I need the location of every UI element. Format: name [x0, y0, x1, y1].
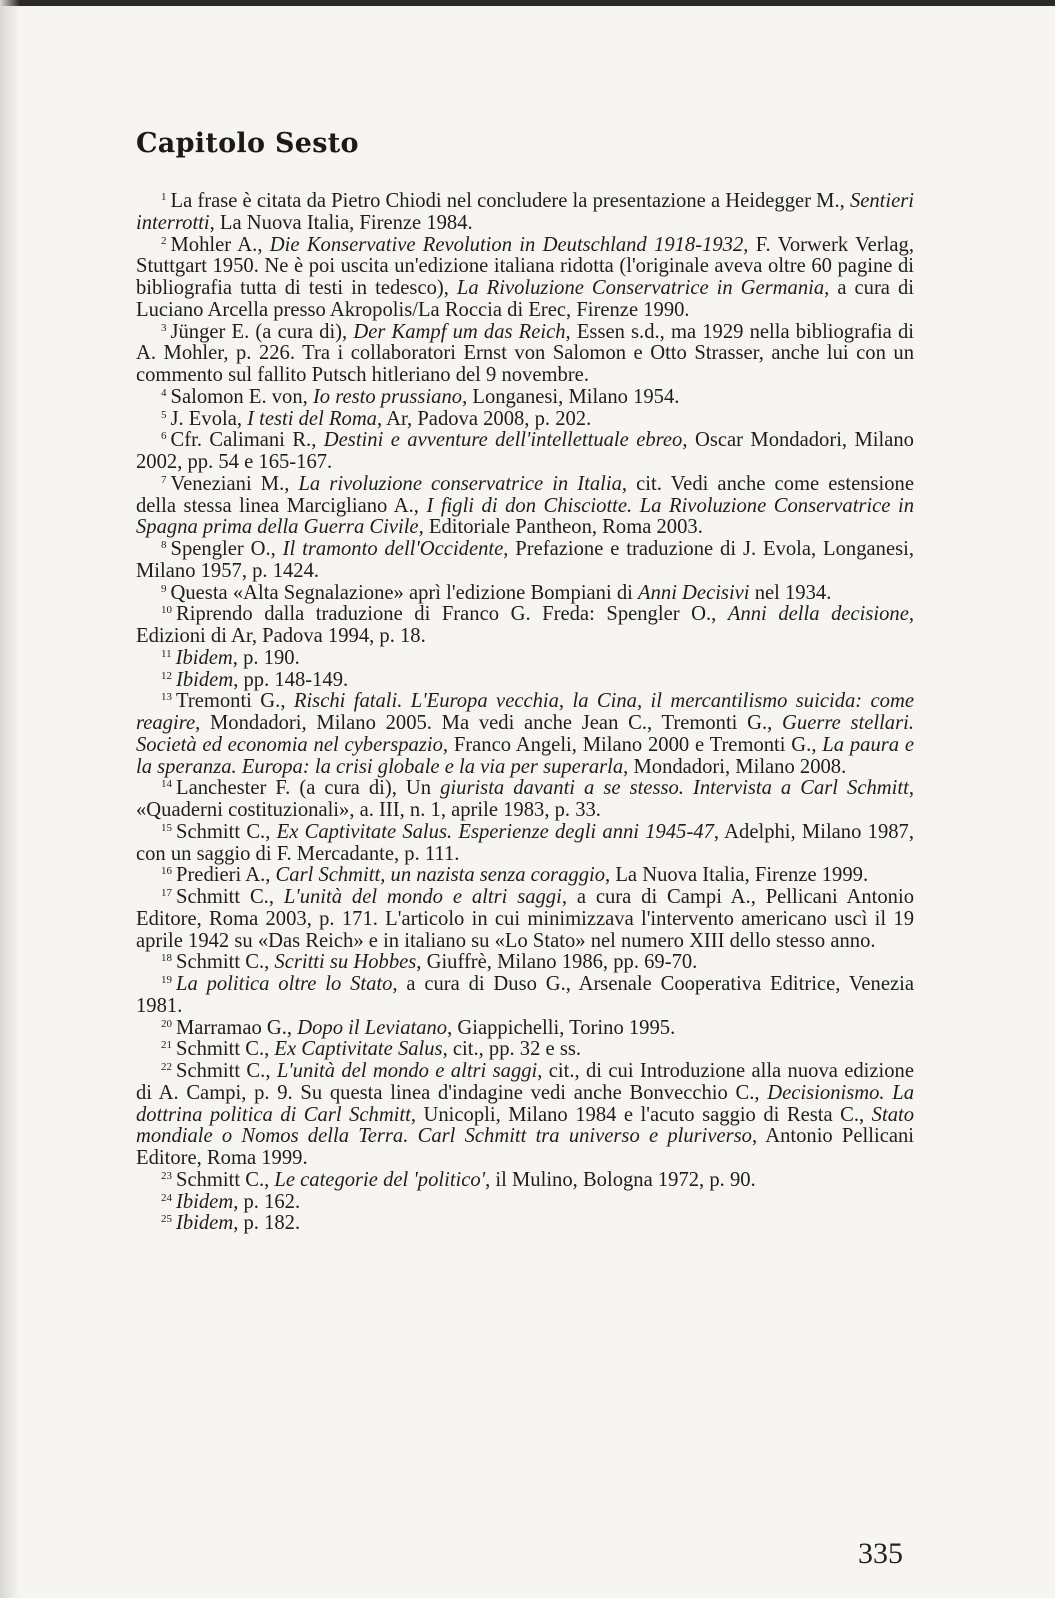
endnote — [136, 1039, 914, 1061]
endnote-text: , Mondadori, Milano 2008. — [623, 755, 847, 778]
endnote — [136, 778, 914, 822]
endnote-text: Veneziani M., — [170, 472, 299, 495]
endnote-text: , cit., di cui Introduzione alla nuova edizione di A. Campi, p. 9. Su questa linea d'indagine vedi anche Bonvecchio C., — [136, 1060, 914, 1104]
endnote-text: , Franco Angeli, Milano 2000 e Tremonti G., — [442, 733, 823, 756]
endnote-title-italic: La rivoluzione conservatrice in Italia — [298, 472, 622, 495]
endnote-title-italic: Scritti su Hobbes — [274, 951, 417, 974]
endnote-number: 4 — [161, 386, 167, 399]
endnote-text: , Edizioni di Ar, Padova 1994, p. 18. — [136, 603, 915, 647]
endnote-number: 5 — [161, 408, 167, 421]
endnote-title-italic: Der Kampf um das Reich — [353, 320, 566, 343]
endnote-text: Schmitt C., — [176, 886, 284, 908]
endnote-title-italic: L'unità del mondo e altri saggi — [283, 886, 562, 908]
endnote-number: 16 — [161, 865, 172, 878]
endnote-text: , a cura di Duso G., Arsenale Cooperativa Editrice, Venezia 1981. — [136, 973, 914, 1017]
endnote-text: , cit. Vedi anche come estensione della stessa linea Marcigliano A., — [136, 472, 914, 517]
endnote — [136, 648, 914, 670]
endnote — [136, 583, 914, 605]
endnote-number: 8 — [161, 539, 167, 551]
endnote-number: 7 — [161, 473, 167, 486]
endnote — [136, 670, 914, 692]
endnote-title-italic: Ibidem — [176, 668, 234, 691]
endnote-title-italic: Ibidem — [175, 646, 233, 669]
endnote-title-italic: Anni Decisivi — [638, 581, 750, 604]
endnote — [136, 691, 914, 778]
endnote-title-italic: Io resto prussiano — [312, 385, 463, 408]
endnote — [136, 1061, 914, 1170]
endnote-number: 24 — [161, 1191, 172, 1204]
endnote — [136, 1192, 914, 1214]
endnote — [136, 1213, 914, 1235]
endnote-title-italic: La Rivoluzione Conservatrice in Germania — [456, 277, 825, 299]
endnote-text: , «Quaderni costituzionali», a. III, n. 1, aprile 1983, p. 33. — [136, 777, 914, 821]
endnote-text: , Adelphi, Milano 1987, con un saggio di F. Mercadante, p. 111. — [136, 820, 914, 865]
endnote-number: 6 — [161, 430, 167, 443]
endnote-text: , Prefazione e traduzione di J. Evola, Longanesi, Milano 1957, p. 1424. — [136, 538, 914, 582]
endnote-number: 15 — [161, 821, 172, 834]
endnote-text: , Giuffrè, Milano 1986, pp. 69-70. — [416, 951, 698, 974]
endnote-text: , il Mulino, Bologna 1972, p. 90. — [485, 1168, 756, 1191]
endnote-title-italic: Ex Captivitate Salus. Esperienze degli anni 1945-47 — [276, 820, 714, 843]
endnote — [136, 1170, 914, 1192]
endnote-text: Schmitt C., — [176, 951, 275, 974]
endnote-text: Editoriale Pantheon, Roma 2003. — [423, 516, 703, 539]
endnote-text: , a cura di Luciano Arcella presso Akropolis/La Roccia di Erec, Firenze 1990. — [136, 277, 914, 321]
endnote-text: La frase è citata da Pietro Chiodi nel concludere la presentazione a Heidegger M., — [170, 190, 850, 212]
endnote-text: , a cura di Campi A., Pellicani Antonio Editore, Roma 2003, p. 171. L'articolo in cui minimizzava l'intervento americano uscì il 19 aprile 1942 su «Das Reich» e in italiano su «Lo Stato» nel numero XIII dello stesso anno. — [136, 886, 914, 952]
endnote-number: 12 — [161, 669, 172, 682]
endnote-title-italic: La politica oltre lo Stato — [176, 973, 393, 995]
endnote-number: 17 — [161, 887, 172, 899]
endnote — [136, 474, 914, 539]
endnote — [136, 191, 914, 235]
endnote-text: , Longanesi, Milano 1954. — [462, 385, 680, 408]
endnote-title-italic: Le categorie del 'politico' — [274, 1168, 486, 1191]
endnote-text: Schmitt C., — [176, 1038, 275, 1061]
endnote-text: , Mondadori, Milano 2005. Ma vedi anche Jean C., Tremonti G., — [195, 712, 783, 734]
endnote-number: 19 — [161, 974, 172, 986]
endnote — [136, 822, 914, 866]
endnote-text: Predieri A., — [176, 864, 276, 887]
endnote-text: Lanchester F. (a cura di), Un — [176, 777, 441, 800]
endnote-text: Spengler O., — [170, 538, 283, 560]
top-border — [0, 0, 1055, 6]
endnote-title-italic: Dopo il Leviatano — [297, 1016, 448, 1039]
chapter-title: Capitolo Sesto — [136, 128, 359, 159]
endnote-title-italic: I figli di don Chisciotte. La Rivoluzione Conservatrice in Spagna prima della Guerra Civile, — [136, 494, 914, 539]
endnote-number: 22 — [161, 1061, 172, 1073]
endnote-title-italic: Ex Captivitate Salus — [274, 1038, 443, 1061]
endnote-text: , Antonio Pellicani Editore, Roma 1999. — [136, 1125, 914, 1169]
endnote-text: Tremonti G., — [176, 690, 294, 713]
endnote — [136, 235, 914, 322]
endnote — [136, 974, 914, 1018]
endnote-number: 3 — [161, 321, 167, 334]
endnote-title-italic: giurista davanti a se stesso. Intervista a Carl Schmitt — [440, 777, 909, 800]
endnote — [136, 887, 914, 952]
endnote-number: 23 — [161, 1169, 172, 1182]
endnote-title-italic: Decisionismo. La dottrina politica di Carl Schmitt — [136, 1081, 915, 1126]
endnote-text: Mohler A., — [170, 233, 270, 256]
endnote-text: , p. 190. — [232, 646, 300, 669]
endnote-text: Schmitt C., — [176, 1060, 277, 1082]
endnote — [136, 430, 914, 474]
endnote — [136, 604, 914, 648]
endnote-text: , p. 162. — [233, 1190, 301, 1213]
endnote — [136, 409, 914, 431]
endnote-number: 2 — [161, 234, 167, 247]
endnote-number: 20 — [161, 1017, 172, 1030]
endnote-title-italic: Sentieri interrotti — [136, 190, 914, 234]
endnote-text: J. Evola, — [170, 407, 248, 430]
endnote — [136, 322, 914, 387]
endnote-text: , La Nuova Italia, Firenze 1999. — [605, 864, 869, 887]
page-gutter-shadow — [0, 0, 20, 1598]
endnote-text: Riprendo dalla traduzione di Franco G. Freda: Spengler O., — [176, 603, 728, 626]
endnote-number: 11 — [161, 647, 172, 660]
endnote-text: , Essen s.d., ma 1929 nella bibliografia di A. Mohler, p. 226. Tra i collaboratori Ernst von Salomon e Otto Strasser, anche lui con un commento sul fallito Putsch hitleriano del 9 novembre. — [136, 320, 914, 386]
endnote-text: Questa «Alta Segnalazione» aprì l'edizione Bompiani di — [170, 581, 639, 604]
endnote-text: , Unicopli, Milano 1984 e l'acuto saggio di Resta C., — [410, 1103, 872, 1126]
endnote-title-italic: Destini e avventure dell'intellettuale ebreo — [323, 429, 683, 452]
endnote-number: 18 — [161, 952, 172, 965]
endnote-number: 10 — [161, 604, 172, 617]
endnote-title-italic: La paura e la speranza. Europa: la crisi globale e la via per superarla — [136, 733, 915, 778]
endnote-title-italic: Guerre stellari. Società ed economia nel cyberspazio — [136, 712, 914, 756]
endnote — [136, 1018, 914, 1040]
endnote-title-italic: Carl Schmitt, un nazista senza coraggio — [275, 864, 606, 887]
endnote-text: Salomon E. von, — [170, 385, 313, 408]
endnote-title-italic: Ibidem — [176, 1190, 234, 1213]
endnote — [136, 387, 914, 409]
endnote-text: , cit., pp. 32 e ss. — [442, 1038, 582, 1061]
endnote-text: , Ar, Padova 2008, p. 202. — [376, 407, 592, 430]
endnote-text: Jünger E. (a cura di), — [170, 320, 354, 343]
endnote-number: 25 — [161, 1213, 172, 1226]
endnote-text: , p. 182. — [233, 1212, 301, 1235]
endnote-text: Schmitt C., — [176, 1168, 275, 1191]
endnote-title-italic: Ibidem — [176, 1212, 234, 1235]
endnote-title-italic: Anni della decisione — [727, 603, 909, 626]
endnote-title-italic: Stato mondiale o Nomos della Terra. Carl Schmitt tra universo e pluriverso — [136, 1103, 915, 1148]
endnote-title-italic: Die Konservative Revolution in Deutschland 1918-1932 — [269, 233, 744, 256]
endnote-text: nel 1934. — [749, 581, 832, 604]
endnotes-list — [136, 191, 914, 1235]
endnote-text: , Oscar Mondadori, Milano 2002, pp. 54 e 165-167. — [136, 429, 914, 473]
endnote — [136, 539, 914, 583]
endnote-title-italic: L'unità del mondo e altri saggi — [276, 1060, 538, 1082]
page-number: 335 — [858, 1537, 903, 1570]
endnote-title-italic: Il tramonto dell'Occidente — [282, 538, 504, 560]
endnote-text: , Giappichelli, Torino 1995. — [447, 1016, 676, 1039]
endnote-text: Schmitt C., — [176, 820, 277, 843]
endnote-text: , La Nuova Italia, Firenze 1984. — [209, 211, 473, 234]
endnote-number: 14 — [161, 778, 172, 791]
endnote-text: , F. Vorwerk Verlag, Stuttgart 1950. Ne è poi uscita un'edizione italiana ridotta (l'originale aveva oltre 60 pagine di bibliografia tutta di testi in tedesco), — [136, 233, 914, 299]
endnote-title-italic: Rischi fatali. L'Europa vecchia, la Cina, il mercantilismo suicida: come reagire — [136, 690, 914, 734]
endnote-number: 13 — [161, 691, 172, 704]
endnote — [136, 865, 914, 887]
endnote — [136, 952, 914, 974]
endnote-title-italic: I testi del Roma — [247, 407, 377, 430]
endnote-text: , pp. 148-149. — [233, 668, 349, 691]
endnote-text: Marramao G., — [176, 1016, 298, 1039]
endnote-number: 9 — [161, 582, 167, 595]
endnote-number: 21 — [161, 1039, 172, 1052]
endnote-text: Cfr. Calimani R., — [170, 429, 324, 452]
endnote-number: 1 — [161, 191, 167, 203]
